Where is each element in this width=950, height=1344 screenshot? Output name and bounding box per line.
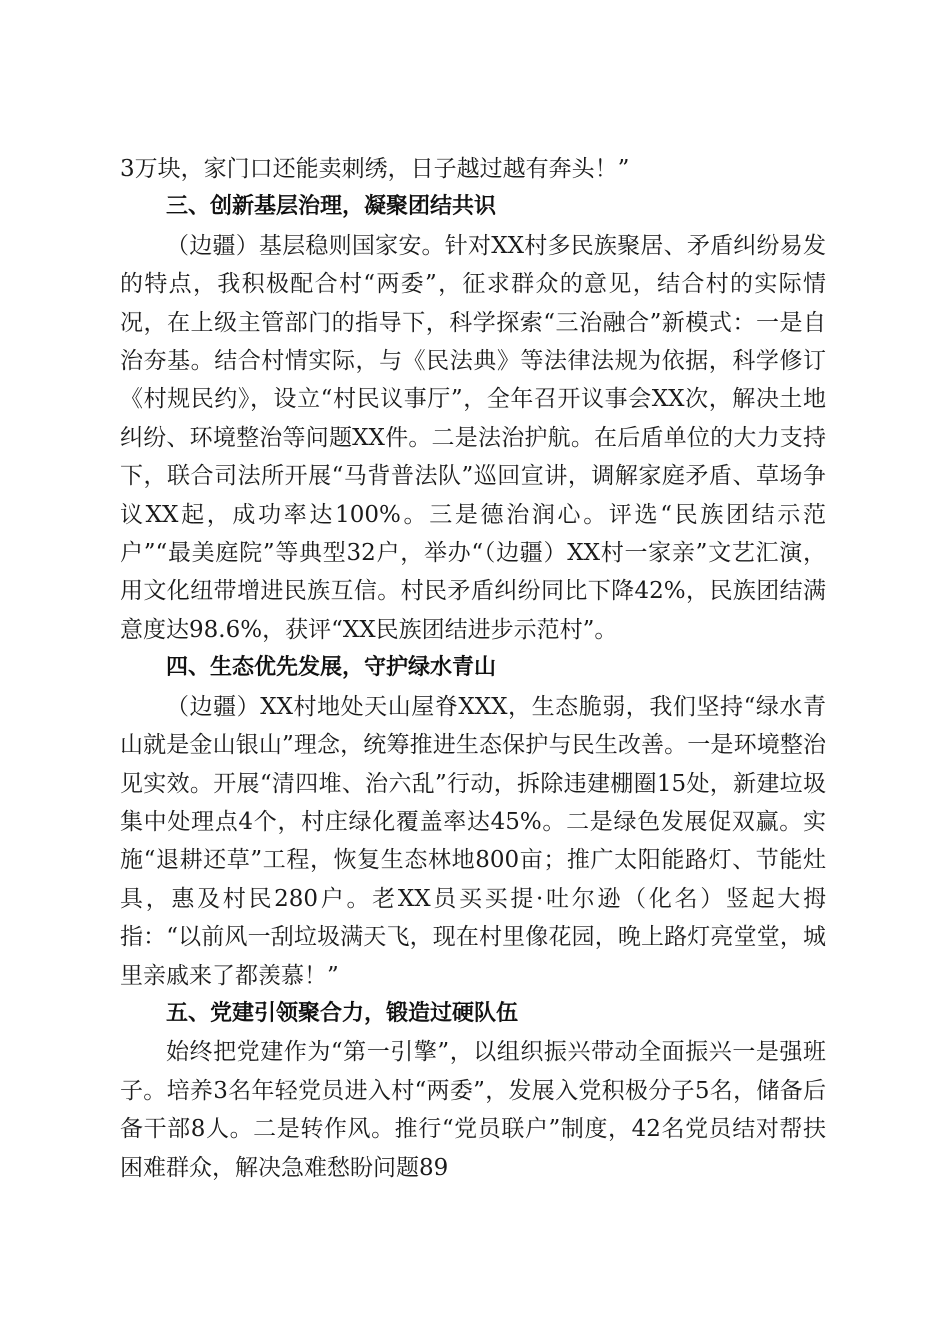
section-body-party-building: 始终把党建作为“第一引擎”，以组织振兴带动全面振兴一是强班子。培养3名年轻党员进入村“两委”，发展入党积极分子5名，储备后备干部8人。二是转作风。推行“党员联户”制度，42名党员结对帮扶困难群众，解决急难愁盼问题89	[120, 1039, 826, 1181]
section-heading-party-building: 五、党建引领聚合力，锻造过硬队伍	[166, 1000, 519, 1026]
document-page	[120, 150, 826, 1187]
continuation-paragraph: 3万块，家门口还能卖刺绣，日子越过越有奔头！”	[120, 156, 630, 182]
section-body-ecology: （边疆）XX村地处天山屋脊XXX，生态脆弱，我们坚持“绿水青山就是金山银山”理念，统筹推进生态保护与民生改善。一是环境整治见实效。开展“清四堆、治六乱”行动，拆除违建棚圈15处，新建垃圾集中处理点4个，村庄绿化覆盖率达45%。二是绿色发展促双赢。实施“退耕还草”工程，恢复生态林地800亩；推广太阳能路灯、节能灶具，惠及村民280户。老XX员买买提·吐尔逊（化名）竖起大拇指：“以前风一刮垃圾满天飞，现在村里像花园，晚上路灯亮堂堂，城里亲戚来了都羡慕！”	[120, 693, 826, 989]
section-heading-ecology: 四、生态优先发展，守护绿水青山	[166, 655, 497, 681]
section-body-governance: （边疆）基层稳则国家安。针对XX村多民族聚居、矛盾纠纷易发的特点，我积极配合村“两委”，征求群众的意见，结合村的实际情况，在上级主管部门的指导下，科学探索“三治融合”新模式：一是自治夯基。结合村情实际，与《民法典》等法律法规为依据，科学修订《村规民约》，设立“村民议事厅”，全年召开议事会XX次，解决土地纠纷、环境整治等问题XX件。二是法治护航。在后盾单位的大力支持下，联合司法所开展“马背普法队”巡回宣讲，调解家庭矛盾、草场争议XX起，成功率达100%。三是德治润心。评选“民族团结示范户”“最美庭院”等典型32户，举办“（边疆）XX村一家亲”文艺汇演，用文化纽带增进民族互信。村民矛盾纠纷同比下降42%，民族团结满意度达98.6%，获评“XX民族团结进步示范村”。	[120, 232, 826, 643]
section-heading-governance: 三、创新基层治理，凝聚团结共识	[166, 194, 497, 220]
